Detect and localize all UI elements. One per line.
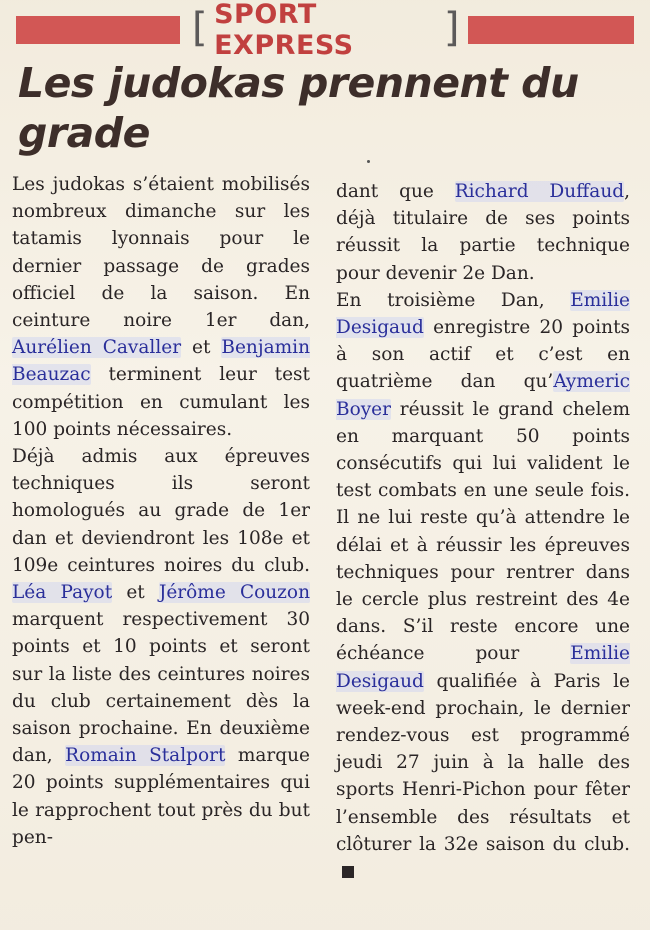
rubric-label: SPORT EXPRESS (214, 0, 354, 61)
article-headline: Les judokas prennent du grade (18, 59, 579, 157)
end-square-icon (342, 866, 354, 878)
paragraph-text: En troisième Dan, Emilie Desigaud enregistre 20 points à son actif et c’est en quatrième dan qu’Aymeric Boyer réussit le grand chelem en marquant 50 points consécutifs qui lui valident le test combats en une seule fois. Il ne lui reste qu’à attendre le délai et à réussir les épreuves techniques pour rentrer dans le cercle plus restreint des 4e dans. S’il reste encore une échéance pour Emilie Desigaud qualifiée à Paris le week-end prochain, le dernier rendez-vous est programmé jeudi 27 juin à la halle des sports Henri-Pichon pour fêter l’ensemble des résultats et clôturer la 32e saison du club. (336, 289, 630, 855)
paragraph: dant que Richard Duffaud, déjà titulaire de ses points réussit la partie technique pour devenir 2e Dan. (336, 181, 630, 284)
rubric-title (186, 0, 466, 61)
paragraph: Déjà admis aux épreuves techniques ils seront homologués au grade de 1er dan et deviendront les 108e et 109e ceintures noires du club. Léa Payot et Jérôme Couzon marquent respectivement 30 points et 10 points et seront sur la liste des ceintures noires du club certainement dès la saison prochaine. En deuxième dan, Romain Stalport marque 20 points supplémentaires qui le rapprochent tout près du but pen- (12, 446, 310, 848)
highlighted-name: Emilie Desigaud (336, 643, 630, 692)
rubric-open-bracket: [ (192, 5, 209, 51)
highlighted-name: Romain Stalport (65, 745, 226, 767)
article-column-left (12, 171, 310, 851)
highlighted-name: Benjamin Beauzac (12, 337, 310, 386)
highlighted-name: Jérôme Couzon (158, 582, 310, 604)
rubric-band-right (468, 16, 634, 44)
highlighted-name: Léa Payot (12, 582, 113, 604)
section-rubric (16, 0, 634, 61)
paragraph-last (336, 287, 630, 885)
highlighted-name: Aurélien Cavaller (12, 337, 182, 359)
article-column-right (336, 178, 630, 885)
highlighted-name: Aymeric Boyer (336, 371, 630, 420)
highlighted-name: Richard Duffaud (454, 181, 625, 202)
paragraph: Les judokas s’étaient mobilisés nombreux dimanche sur les tatamis lyonnais pour le dernier passage de grades officiel de la saison. En ceinture noire 1er dan, Aurélien Cavaller et Benjamin Beauzac terminent leur test compétition en cumulant les 100 points nécessaires. (12, 174, 310, 440)
highlighted-name: Emilie Desigaud (336, 289, 630, 339)
rubric-band-left (16, 16, 180, 44)
rubric-close-bracket: ] (443, 5, 460, 51)
print-speck (367, 160, 370, 163)
